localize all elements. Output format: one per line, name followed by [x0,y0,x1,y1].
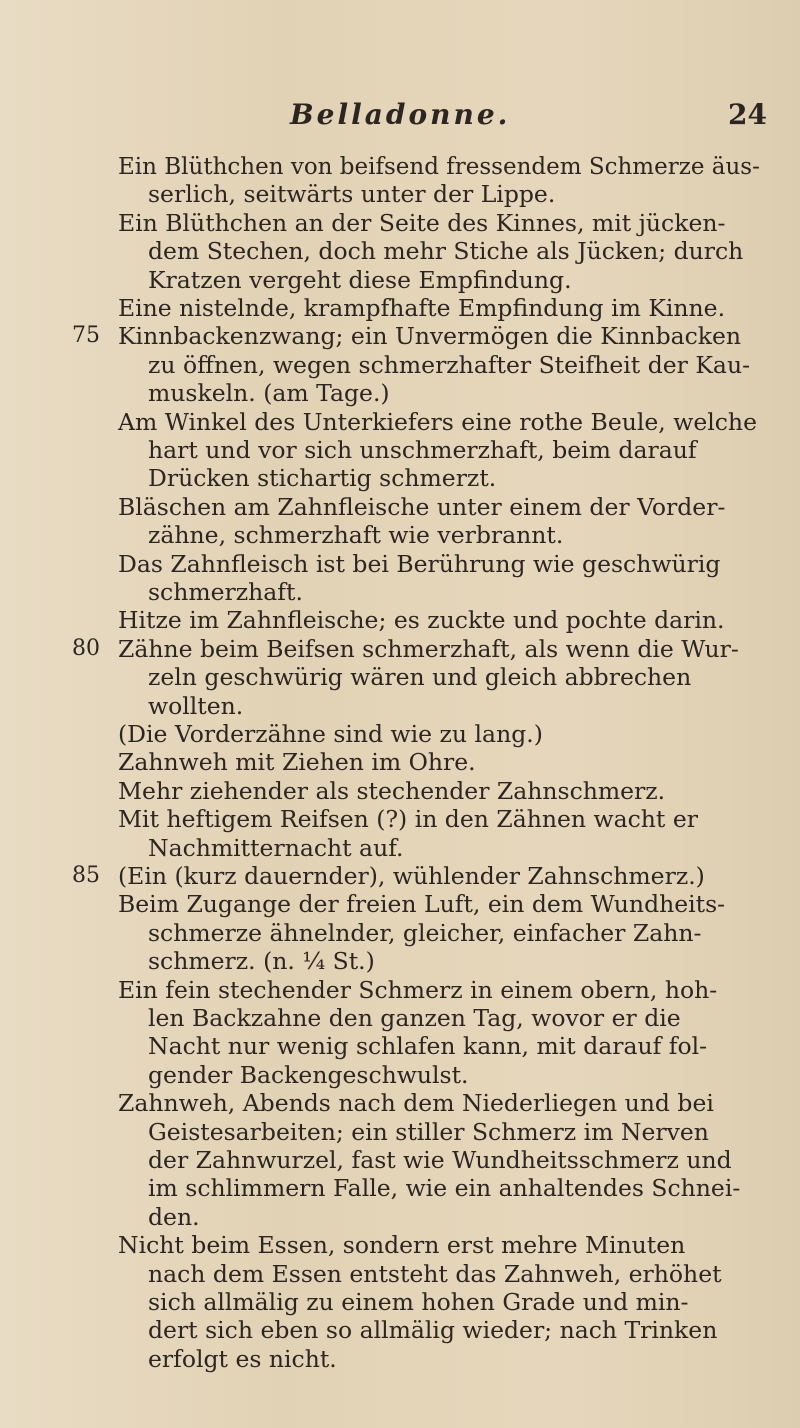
line-text: zu öffnen, wegen schmerzhafter Steifheit der Kau- [148,350,751,379]
line-text: (Die Vorderzähne sind wie zu lang.) [118,720,543,748]
line-text: len Backzahne den ganzen Tag, wovor er die [148,1004,681,1032]
running-title: Belladonne. [290,98,511,131]
line-text: nach dem Essen entsteht das Zahnweh, erhöhet [148,1259,722,1288]
line-text: Zähne beim Beifsen schmerzhaft, als wenn die Wur- [118,634,739,663]
line-text: Ein fein stechender Schmerz in einem obern, hoh- [118,975,718,1004]
line-text: zeln geschwürig wären und gleich abbrechen [148,663,692,692]
line-text: Mehr ziehender als stechender Zahnschmerz. [118,776,666,805]
line-text: Bläschen am Zahnfleische unter einem der Vorder- [118,492,726,521]
line-text: Das Zahnfleisch ist bei Berührung wie geschwürig [118,549,721,578]
line-text: schmerze ähnelnder, gleicher, einfacher Zahn- [148,918,702,947]
line-text: gender Backengeschwulst. [148,1060,469,1089]
line-text: Ein Blüthchen von beifsend fressendem Schmerze äus- [118,152,760,180]
line-text: der Zahnwurzel, fast wie Wundheitsschmerz und [148,1146,732,1174]
line-text: schmerz. (n. ¼ St.) [148,947,375,976]
page-header [0,98,800,138]
line-text: schmerzhaft. [148,578,303,606]
line-number: 75 [72,323,100,349]
line-number: 85 [72,863,100,888]
line-text: Nacht nur wenig schlafen kann, mit darauf fol- [148,1032,708,1061]
line-text: Zahnweh, Abends nach dem Niederliegen und bei [118,1089,714,1118]
line-number: 80 [72,635,100,661]
line-text: Geistesarbeiten; ein stiller Schmerz im Nerven [148,1117,709,1146]
line-text: Kratzen vergeht diese Empfindung. [148,265,572,294]
line-text: (Ein (kurz dauernder), wühlender Zahnschmerz.) [118,862,705,890]
line-text: hart und vor sich unschmerzhaft, beim darauf [148,436,697,464]
line-text: serlich, seitwärts unter der Lippe. [148,180,556,209]
line-text: Ein Blüthchen an der Seite des Kinnes, mit jücken- [118,208,726,237]
line-text: zähne, schmerzhaft wie verbrannt. [148,521,564,550]
line-text: wollten. [148,691,244,720]
line-text: Kinnbackenzwang; ein Unvermögen die Kinnbacken [118,322,742,351]
line-text: sich allmälig zu einem hohen Grade und min- [148,1288,689,1316]
line-text: Eine nistelnde, krampfhafte Empfindung im Kinne. [118,294,726,322]
line-text: im schlimmern Falle, wie ein anhaltendes Schnei- [148,1174,741,1203]
line-text: Zahnweh mit Ziehen im Ohre. [118,748,476,777]
line-text: Mit heftigem Reifsen (?) in den Zähnen wacht er [118,805,698,834]
line-text: dem Stechen, doch mehr Stiche als Jücken; durch [148,237,744,266]
page-number: 24 [728,98,767,131]
line-text: Nachmitternacht auf. [148,833,404,862]
line-text: erfolgt es nicht. [148,1344,337,1373]
line-text: Hitze im Zahnfleische; es zuckte und pochte darin. [118,606,725,635]
line-text: Am Winkel des Unterkiefers eine rothe Beule, welche [118,407,757,436]
line-text: den. [148,1202,200,1231]
line-text: muskeln. (am Tage.) [148,379,390,408]
line-text: Nicht beim Essen, sondern erst mehre Minuten [118,1231,686,1260]
text-line [0,1341,800,1377]
line-text: dert sich eben so allmälig wieder; nach Trinken [148,1316,718,1345]
line-text: Drücken stichartig schmerzt. [148,464,497,493]
line-text: Beim Zugange der freien Luft, ein dem Wundheits- [118,890,726,919]
